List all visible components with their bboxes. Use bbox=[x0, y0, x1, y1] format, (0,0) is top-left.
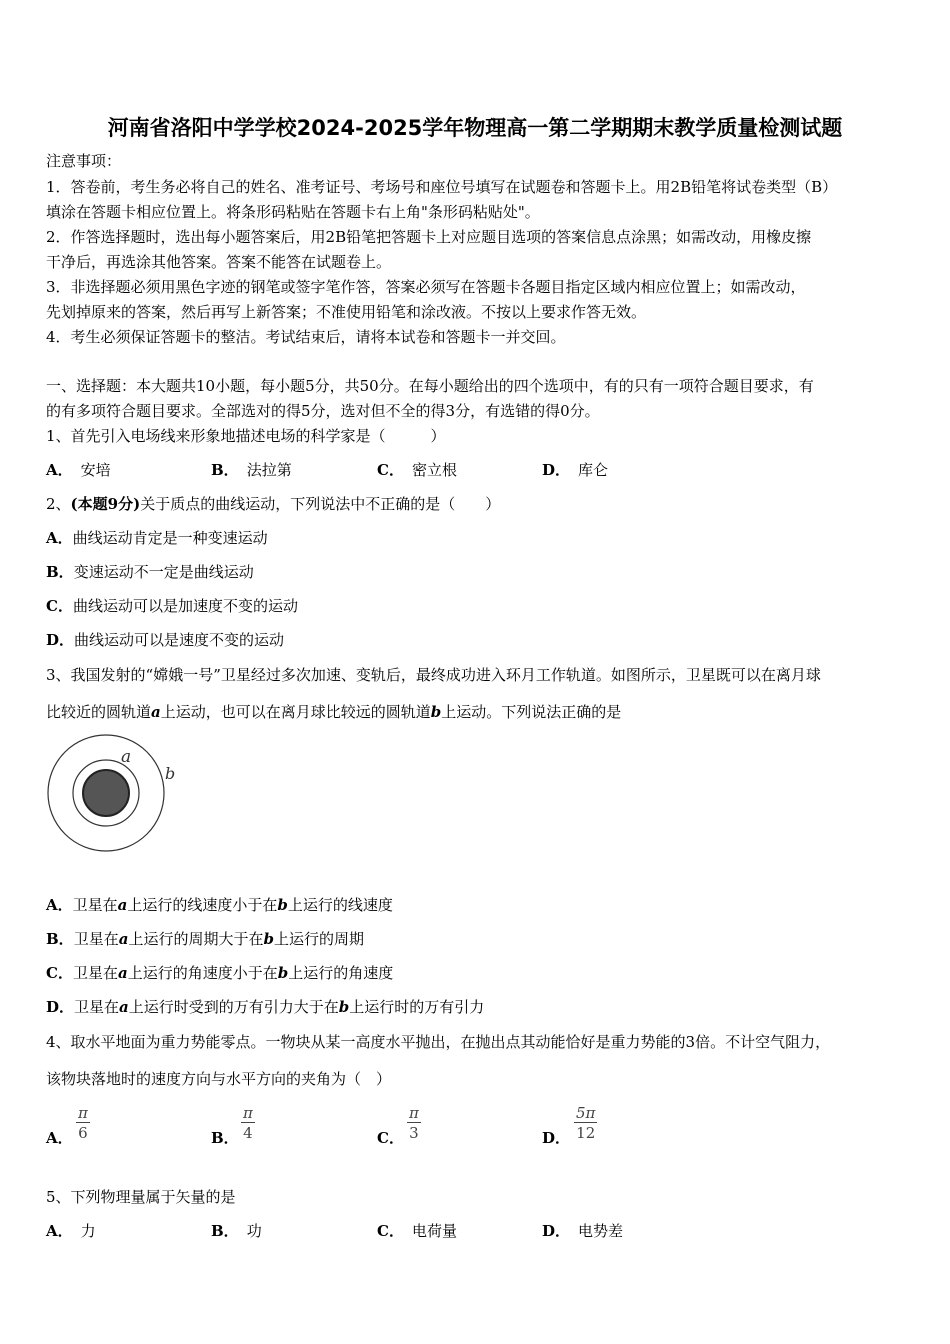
option-d-fraction bbox=[574, 1105, 597, 1143]
fraction-denominator: 3 bbox=[409, 1124, 419, 1142]
option-key: A． bbox=[46, 896, 73, 914]
option-a-fraction bbox=[76, 1105, 90, 1143]
option-text: 卫星在 bbox=[74, 998, 120, 1016]
option-text: 电荷量 bbox=[411, 1222, 457, 1240]
option-c[interactable] bbox=[377, 1221, 457, 1241]
section-intro-line: 一、选择题：本大题共10小题，每小题5分，共50分。在每小题给出的四个选项中，有的只有一项符合题目要求，有 bbox=[46, 377, 814, 395]
option-var: b bbox=[338, 998, 350, 1016]
option-key: D． bbox=[542, 1222, 571, 1240]
option-key: B． bbox=[46, 930, 74, 948]
option-text: 上运行的周期 bbox=[273, 930, 364, 948]
question-2-stem bbox=[46, 494, 500, 514]
fraction-denominator: 6 bbox=[78, 1124, 88, 1142]
label-b: b bbox=[165, 764, 176, 783]
option-text: 上运行的角速度 bbox=[288, 964, 394, 982]
option-b[interactable] bbox=[211, 1221, 262, 1241]
question-5-stem: 5、下列物理量属于矢量的是 bbox=[46, 1188, 236, 1206]
option-b[interactable] bbox=[46, 562, 254, 582]
option-key: B． bbox=[211, 461, 239, 479]
notice-line: 1．答卷前，考生务必将自己的姓名、准考证号、考场号和座位号填写在试题卷和答题卡上。用2B铅笔将试卷类型（B） bbox=[46, 178, 838, 196]
option-text: 上运行的线速度 bbox=[287, 896, 393, 914]
question-4-stem-line: 4、取水平地面为重力势能零点。一物块从某一高度水平抛出，在抛出点其动能恰好是重力势能的3倍。不计空气阻力， bbox=[46, 1033, 831, 1051]
option-a[interactable] bbox=[46, 895, 393, 915]
question-3-stem-line bbox=[46, 702, 621, 722]
orbit-diagram bbox=[40, 730, 190, 860]
option-text: 密立根 bbox=[411, 461, 457, 479]
option-key: D． bbox=[46, 998, 75, 1016]
option-a[interactable] bbox=[46, 528, 268, 548]
question-4-stem-line: 该物块落地时的速度方向与水平方向的夹角为（ ） bbox=[46, 1070, 392, 1088]
notice-line: 填涂在答题卡相应位置上。将条形码粘贴在答题卡右上角"条形码粘贴处"。 bbox=[46, 203, 540, 221]
question-number: 2、 bbox=[46, 495, 71, 513]
option-c[interactable] bbox=[377, 460, 457, 480]
option-text: 功 bbox=[246, 1222, 262, 1240]
option-a-key[interactable]: A． bbox=[46, 1129, 73, 1147]
option-text: 卫星在 bbox=[72, 964, 118, 982]
page-title: 河南省洛阳中学学校2024-2025学年物理高一第二学期期末教学质量检测试题 bbox=[107, 116, 843, 140]
option-text: 上运行的角速度小于在 bbox=[127, 964, 278, 982]
option-key: A． bbox=[46, 461, 73, 479]
fraction-denominator: 4 bbox=[243, 1124, 253, 1142]
option-var: a bbox=[117, 896, 128, 914]
option-c[interactable] bbox=[46, 596, 298, 616]
option-text: 法拉第 bbox=[246, 461, 292, 479]
option-var: b bbox=[277, 896, 288, 914]
option-text: 力 bbox=[80, 1222, 96, 1240]
option-key: A． bbox=[46, 1222, 73, 1240]
section-intro-line: 的有多项符合题目要求。全部选对的得5分，选对但不全的得3分，有选错的得0分。 bbox=[46, 402, 600, 420]
option-b[interactable] bbox=[46, 929, 364, 949]
fraction-numerator: π bbox=[409, 1104, 419, 1122]
stem-text: 上运动，也可以在离月球比较远的圆轨道 bbox=[160, 703, 431, 721]
option-key: C． bbox=[46, 964, 73, 982]
orbit-var-b: b bbox=[430, 703, 442, 721]
question-3-stem-line: 3、我国发射的“嫦娥一号”卫星经过多次加速、变轨后，最终成功进入环月工作轨道。如图所示，卫星既可以在离月球 bbox=[46, 666, 821, 684]
option-b-fraction bbox=[241, 1105, 255, 1143]
notice-heading: 注意事项： bbox=[46, 152, 122, 170]
option-key: C． bbox=[46, 597, 73, 615]
option-text: 库仑 bbox=[578, 461, 609, 479]
option-d[interactable] bbox=[542, 1221, 623, 1241]
option-text: 变速运动不一定是曲线运动 bbox=[73, 563, 254, 581]
notice-line: 2．作答选择题时，选出每小题答案后，用2B铅笔把答题卡上对应题目选项的答案信息点涂黑；如需改动，用橡皮擦 bbox=[46, 228, 812, 246]
question-score-note: (本题9分) bbox=[70, 495, 141, 513]
moon bbox=[83, 770, 129, 816]
option-text: 曲线运动可以是加速度不变的运动 bbox=[72, 597, 298, 615]
notice-line: 3．非选择题必须用黑色字迹的钢笔或签字笔作答，答案必须写在答题卡各题目指定区域内相应位置上；如需改动， bbox=[46, 278, 806, 296]
option-d[interactable] bbox=[46, 630, 284, 650]
question-1-stem: 1、首先引入电场线来形象地描述电场的科学家是（ ） bbox=[46, 427, 446, 445]
option-key: B． bbox=[46, 563, 74, 581]
option-text: 电势差 bbox=[578, 1222, 624, 1240]
orbit-var-a: a bbox=[151, 703, 161, 721]
option-var: a bbox=[119, 998, 129, 1016]
option-text: 卫星在 bbox=[73, 930, 119, 948]
notice-line: 干净后，再选涂其他答案。答案不能答在试题卷上。 bbox=[46, 253, 392, 271]
option-var: b bbox=[263, 930, 274, 948]
fraction-numerator: π bbox=[78, 1104, 88, 1122]
option-key: B． bbox=[211, 1222, 239, 1240]
option-key: D． bbox=[542, 461, 571, 479]
option-d[interactable] bbox=[46, 997, 484, 1017]
option-c[interactable] bbox=[46, 963, 393, 983]
stem-text: 比较近的圆轨道 bbox=[46, 703, 152, 721]
option-text: 上运行时受到的万有引力大于在 bbox=[128, 998, 339, 1016]
option-key: C． bbox=[377, 1222, 404, 1240]
option-var: a bbox=[117, 964, 128, 982]
option-key: A． bbox=[46, 529, 73, 547]
option-text: 卫星在 bbox=[72, 896, 118, 914]
option-b-key[interactable]: B． bbox=[211, 1129, 239, 1147]
option-d[interactable] bbox=[542, 460, 608, 480]
option-text: 曲线运动可以是速度不变的运动 bbox=[74, 631, 285, 649]
option-d-key[interactable]: D． bbox=[542, 1129, 571, 1147]
question-text: 关于质点的曲线运动，下列说法中不正确的是（ ） bbox=[140, 495, 501, 513]
notice-line: 先划掉原来的答案，然后再写上新答案；不准使用铅笔和涂改液。不按以上要求作答无效。 bbox=[46, 303, 647, 321]
option-b[interactable] bbox=[211, 460, 292, 480]
fraction-denominator: 12 bbox=[576, 1124, 596, 1142]
option-c-fraction bbox=[407, 1105, 421, 1143]
option-a[interactable] bbox=[46, 460, 111, 480]
option-text: 上运行的周期大于在 bbox=[128, 930, 264, 948]
label-a: a bbox=[121, 747, 132, 767]
fraction-numerator: 5π bbox=[576, 1104, 596, 1122]
option-key: C． bbox=[377, 461, 404, 479]
option-var: b bbox=[277, 964, 289, 982]
option-c-key[interactable]: C． bbox=[377, 1129, 404, 1147]
fraction-numerator: π bbox=[243, 1104, 253, 1122]
option-key: D． bbox=[46, 631, 75, 649]
notice-line: 4．考生必须保证答题卡的整洁。考试结束后，请将本试卷和答题卡一并交回。 bbox=[46, 328, 566, 346]
option-text: 上运行的线速度小于在 bbox=[127, 896, 278, 914]
option-a[interactable] bbox=[46, 1221, 96, 1241]
option-text: 安培 bbox=[80, 461, 111, 479]
option-text: 上运行时的万有引力 bbox=[349, 998, 485, 1016]
option-var: a bbox=[118, 930, 129, 948]
stem-text: 上运动。下列说法正确的是 bbox=[441, 703, 622, 721]
option-text: 曲线运动肯定是一种变速运动 bbox=[72, 529, 268, 547]
